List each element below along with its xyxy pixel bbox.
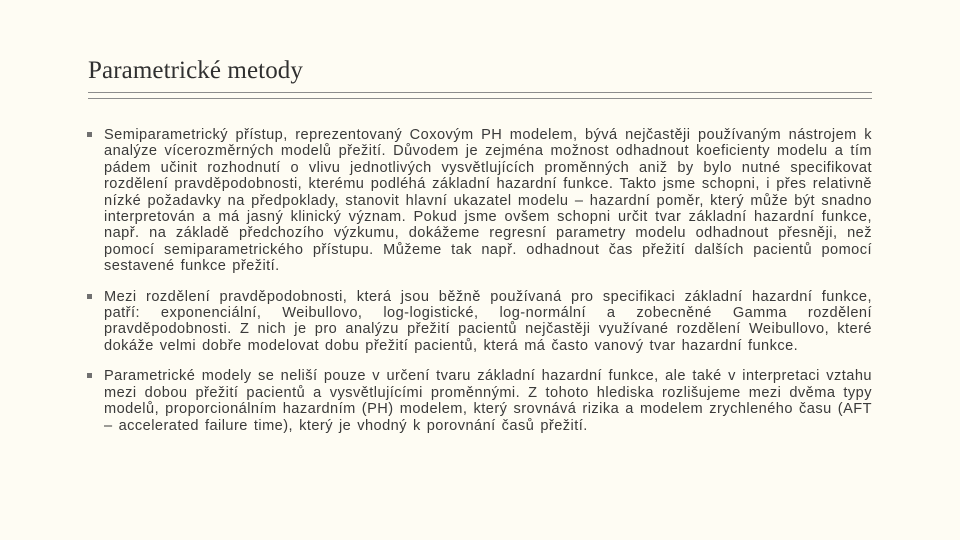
bullet-item-semiparametric <box>86 127 872 275</box>
title-divider-top <box>88 92 872 93</box>
bullet-text: Mezi rozdělení pravděpodobnosti, která jsou běžně používaná pro specifikaci základní hazardní funkce, patří: exponenciální, Weibullovo, log-logistické, log-normální a zobecněné Gamma rozdělení pravděpodobnosti. Z nich je pro analýzu přežití pacientů nejčastěji využívané rozdělení Weibullovo, které dokáže velmi dobře modelovat dobu přežití pacientů, která má často vanový tvar hazardní funkce. <box>104 288 872 354</box>
bullet-text: Parametrické modely se neliší pouze v určení tvaru základní hazardní funkce, ale také v interpretaci vztahu mezi dobou přežití pacientů a vysvětlujícími proměnnými. Z tohoto hlediska rozlišujeme mezi dvěma typy modelů, proporcionálním hazardním (PH) modelem, který srovnává rizika a modelem zrychleného času (AFT – accelerated failure time), který je vhodný k porovnání časů přežití. <box>104 368 872 434</box>
title-divider-bottom <box>88 98 872 99</box>
bullet-item-distributions <box>86 289 872 355</box>
bullet-list <box>86 127 872 448</box>
bullet-text: Semiparametrický přístup, reprezentovaný Coxovým PH modelem, bývá nejčastěji používaným nástrojem k analýze vícerozměrných modelů přežití. Důvodem je zejména možnost odhadnout koeficienty modelu a tím pádem učinit rozhodnutí o vlivu jednotlivých vysvětlujících proměnných aniž by bylo nutné specifikovat rozdělení pravděpodobnosti, kterému podléhá základní hazardní funkce. Takto jsme schopni, i přes relativně nízké požadavky na předpoklady, stanovit hlavní ukazatel modelu – hazardní poměr, který může být snadno interpretován a má jasný klinický význam. Pokud jsme ovšem schopni určit tvar základní hazardní funkce, např. na základě předchozího výzkumu, dokážeme regresní parametry modelu odhadnout přesněji, než pomocí semiparametrického přístupu. Můžeme tak např. odhadnout čas přežití dalších pacientů pomocí sestavené funkce přežití. <box>104 127 872 275</box>
slide-title: Parametrické metody <box>88 57 304 84</box>
square-bullet-icon <box>87 294 92 299</box>
square-bullet-icon <box>87 373 92 378</box>
square-bullet-icon <box>87 132 92 137</box>
bullet-item-parametric-models <box>86 368 872 434</box>
